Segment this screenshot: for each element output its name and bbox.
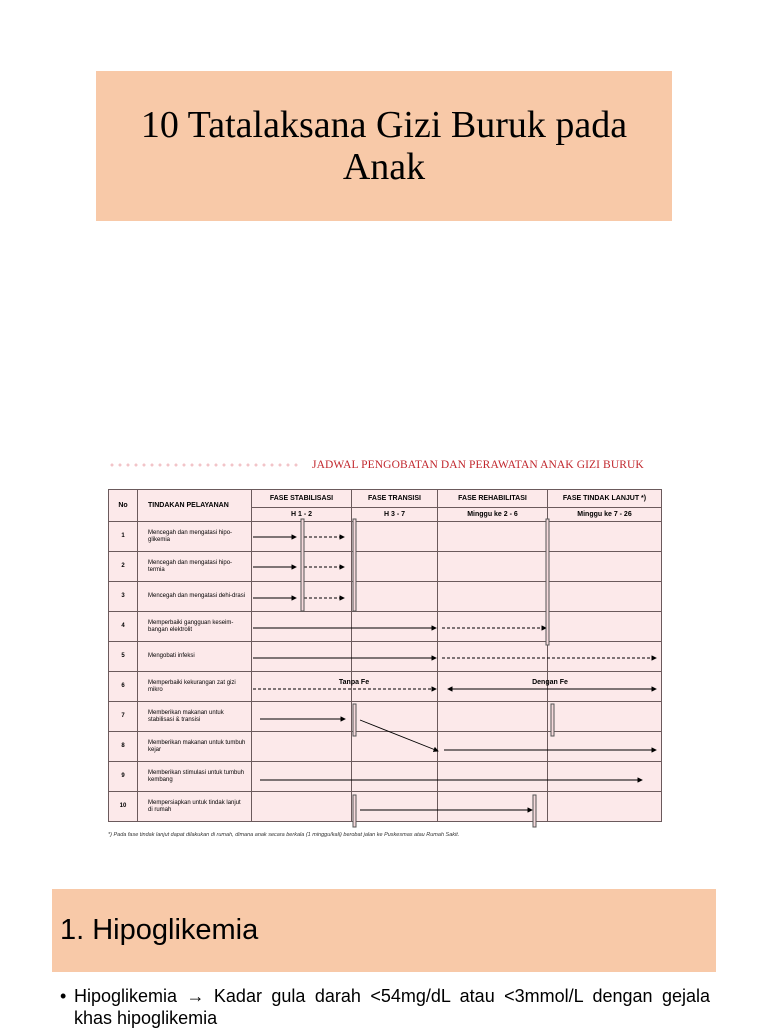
- subheader-tindak-lanjut: Minggu ke 7 - 26: [548, 508, 662, 522]
- row-number: 7: [109, 702, 138, 732]
- row-action: Memberikan stimulasi untuk tumbuh kembang: [138, 762, 252, 792]
- row-number: 3: [109, 582, 138, 612]
- schedule-heading: JADWAL PENGOBATAN DAN PERAWATAN ANAK GIZI BURUK: [312, 459, 644, 471]
- subheader-stabilisasi: H 1 - 2: [252, 508, 352, 522]
- header-action: TINDAKAN PELAYANAN: [138, 490, 252, 522]
- header-rehabilitasi: FASE REHABILITASI: [438, 490, 548, 508]
- row-action: Mencegah dan mengatasi hipo-termia: [138, 552, 252, 582]
- bullet-text: Hipoglikemia → Kadar gula darah <54mg/dL atau <3mmol/L dengan gejala khas hipoglikemia: [74, 986, 710, 1028]
- label-tanpa-fe: Tanpa Fe: [338, 679, 370, 686]
- table-footnote: *) Pada fase tindak lanjut dapat dilakukan di rumah, dimana anak secara berkala (1 minggu/kali) berobat jalan ke Puskesmas atau Rumah Sakit.: [108, 832, 460, 838]
- decorative-dots: [108, 463, 300, 467]
- table-row: [109, 642, 662, 672]
- header-tindak-lanjut: FASE TINDAK LANJUT *): [548, 490, 662, 508]
- subheader-transisi: H 3 - 7: [352, 508, 438, 522]
- title-box: [96, 71, 672, 221]
- header-transisi: FASE TRANSISI: [352, 490, 438, 508]
- table-row: [109, 552, 662, 582]
- table-row: [109, 582, 662, 612]
- row-number: 1: [109, 522, 138, 552]
- row-action: Memperbaiki kekurangan zat gizi mikro: [138, 672, 252, 702]
- row-action: Memberikan makanan untuk tumbuh kejar: [138, 732, 252, 762]
- section-box: [52, 889, 716, 972]
- row-number: 2: [109, 552, 138, 582]
- header-no: No: [109, 490, 138, 522]
- table-row: [109, 612, 662, 642]
- row-number: 6: [109, 672, 138, 702]
- table-row: [109, 762, 662, 792]
- table-row: [109, 792, 662, 822]
- section-heading: 1. Hipoglikemia: [60, 914, 259, 946]
- bullet-dot: •: [60, 986, 67, 1006]
- schedule-figure: [104, 455, 670, 845]
- label-dengan-fe: Dengan Fe: [532, 679, 568, 686]
- row-number: 5: [109, 642, 138, 672]
- row-action: Mencegah dan mengatasi hipo-glikemia: [138, 522, 252, 552]
- table-row: [109, 522, 662, 552]
- row-action: Mengobati infeksi: [138, 642, 252, 672]
- table-row: [109, 672, 662, 702]
- row-number: 8: [109, 732, 138, 762]
- schedule-table: [108, 489, 662, 822]
- bullet-item: [60, 985, 710, 1029]
- table-row: [109, 732, 662, 762]
- row-action: Mencegah dan mengatasi dehi-drasi: [138, 582, 252, 612]
- row-action: Memperbaiki gangguan keseim-bangan elektrolit: [138, 612, 252, 642]
- header-stabilisasi: FASE STABILISASI: [252, 490, 352, 508]
- table-row: [109, 702, 662, 732]
- row-action: Mempersiapkan untuk tindak lanjut di rumah: [138, 792, 252, 822]
- row-number: 9: [109, 762, 138, 792]
- subheader-rehabilitasi: Minggu ke 2 - 6: [438, 508, 548, 522]
- row-number: 4: [109, 612, 138, 642]
- page-title: 10 Tatalaksana Gizi Buruk pada Anak: [140, 104, 628, 188]
- row-action: Memberikan makanan untuk stabilisasi & transisi: [138, 702, 252, 732]
- row-number: 10: [109, 792, 138, 822]
